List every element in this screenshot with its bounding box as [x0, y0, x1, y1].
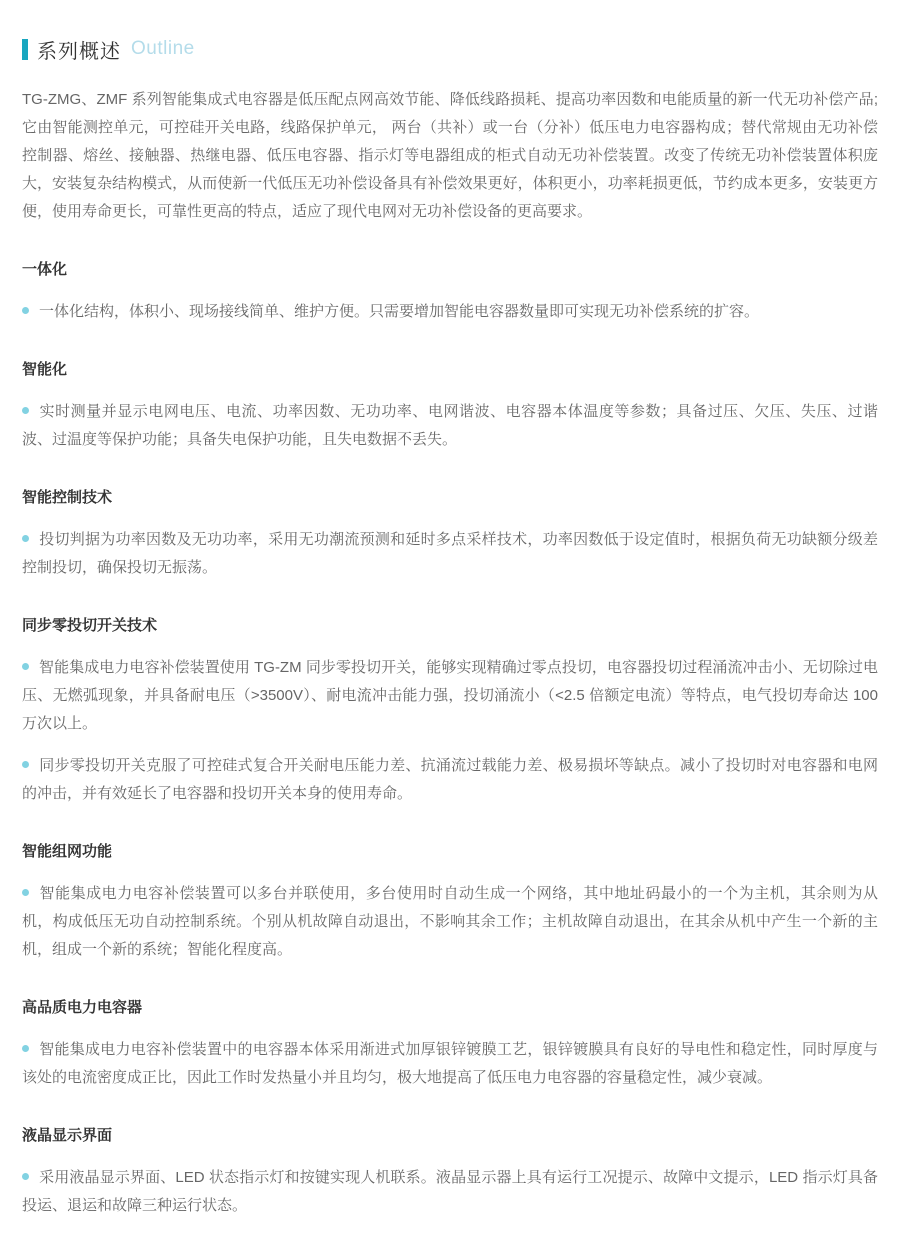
bullet-item: [22, 752, 878, 808]
section-heading: 智能化: [22, 361, 68, 378]
bullet-text: 智能集成电力电容补偿装置可以多台并联使用，多台使用时自动生成一个网络，其中地址码最小的一个为主机，其余则为从机，构成低压无功自动控制系统。个别从机故障自动退出，不影响其余工作；主机故障自动退出，在其余从机中产生一个新的主机，组成一个新的系统；智能化程度高。: [22, 885, 878, 958]
bullet-text: 智能集成电力电容补偿装置中的电容器本体采用渐进式加厚银锌镀膜工艺，银锌镀膜具有良好的导电性和稳定性，同时厚度与该处的电流密度成正比，因此工作时发热量小并且均匀，极大地提高了低压电力电容器的容量稳定性，减少衰减。: [22, 1041, 878, 1086]
section: [22, 612, 878, 808]
section: [22, 256, 878, 326]
page-title-en: Outline: [131, 38, 195, 59]
section: [22, 994, 878, 1092]
section-bullets: [22, 880, 878, 964]
section: [22, 484, 878, 582]
bullet-item: [22, 298, 878, 326]
bullet-dot-icon: [22, 1173, 29, 1180]
section-bullets: [22, 298, 878, 326]
section: [22, 356, 878, 454]
section-bullets: [22, 526, 878, 582]
title-accent-bar: [22, 39, 28, 60]
bullet-item: [22, 880, 878, 964]
section-heading: 同步零投切开关技术: [22, 617, 158, 634]
section-heading: 一体化: [22, 261, 68, 278]
section-bullets: [22, 1036, 878, 1092]
section-bullets: [22, 398, 878, 454]
section-heading: 智能组网功能: [22, 843, 113, 860]
bullet-text: 同步零投切开关克服了可控硅式复合开关耐电压能力差、抗涌流过载能力差、极易损坏等缺点。减小了投切时对电容器和电网的冲击，并有效延长了电容器和投切开关本身的使用寿命。: [22, 757, 878, 802]
bullet-dot-icon: [22, 307, 29, 314]
bullet-item: [22, 398, 878, 454]
bullet-dot-icon: [22, 1045, 29, 1052]
bullet-item: [22, 654, 878, 738]
bullet-dot-icon: [22, 889, 29, 896]
bullet-text: 投切判据为功率因数及无功功率，采用无功潮流预测和延时多点采样技术，功率因数低于设定值时，根据负荷无功缺额分级差控制投切，确保投切无振荡。: [22, 531, 878, 576]
section: [22, 1122, 878, 1220]
section-bullets: [22, 654, 878, 808]
section-bullets: [22, 1164, 878, 1220]
bullet-dot-icon: [22, 535, 29, 542]
bullet-text: 智能集成电力电容补偿装置使用 TG-ZM 同步零投切开关，能够实现精确过零点投切，电容器投切过程涌流冲击小、无切除过电压、无燃弧现象，并具备耐电压（>3500V）、耐电流冲击能力强，投切涌流小（<2.5 倍额定电流）等特点，电气投切寿命达 100 万次以上。: [22, 659, 878, 732]
bullet-item: [22, 1036, 878, 1092]
bullet-item: [22, 526, 878, 582]
bullet-text: 实时测量并显示电网电压、电流、功率因数、无功功率、电网谐波、电容器本体温度等参数；具备过压、欠压、失压、过谐波、过温度等保护功能；具备失电保护功能，且失电数据不丢失。: [22, 403, 878, 448]
bullet-text: 一体化结构，体积小、现场接线简单、维护方便。只需要增加智能电容器数量即可实现无功补偿系统的扩容。: [39, 303, 760, 320]
page-title: 系列概述: [37, 40, 121, 63]
bullet-dot-icon: [22, 663, 29, 670]
sections: [22, 256, 878, 1220]
section-heading: 智能控制技术: [22, 489, 113, 506]
bullet-item: [22, 1164, 878, 1220]
bullet-dot-icon: [22, 761, 29, 768]
bullet-text: 采用液晶显示界面、LED 状态指示灯和按键实现人机联系。液晶显示器上具有运行工况提示、故障中文提示，LED 指示灯具备投运、退运和故障三种运行状态。: [22, 1169, 878, 1214]
section-heading: 高品质电力电容器: [22, 999, 143, 1016]
intro-paragraph: TG-ZMG、ZMF 系列智能集成式电容器是低压配点网高效节能、降低线路损耗、提高功率因数和电能质量的新一代无功补偿产品;它由智能测控单元，可控硅开关电路，线路保护单元， 两台（共补）或一台（分补）低压电力电容器构成；替代常规由无功补偿控制器、熔丝、接触器、热继电器、低压电容器、指示灯等电器组成的柜式自动无功补偿装置。改变了传统无功补偿装置体积庞大，安装复杂结构模式，从而使新一代低压无功补偿设备具有补偿效果更好，体积更小，功率耗损更低，节约成本更多，安装更方便，使用寿命更长，可靠性更高的特点，适应了现代电网对无功补偿设备的更高要求。: [22, 91, 878, 220]
section-heading: 液晶显示界面: [22, 1127, 113, 1144]
page-header: [14, 36, 878, 62]
section: [22, 838, 878, 964]
bullet-dot-icon: [22, 407, 29, 414]
